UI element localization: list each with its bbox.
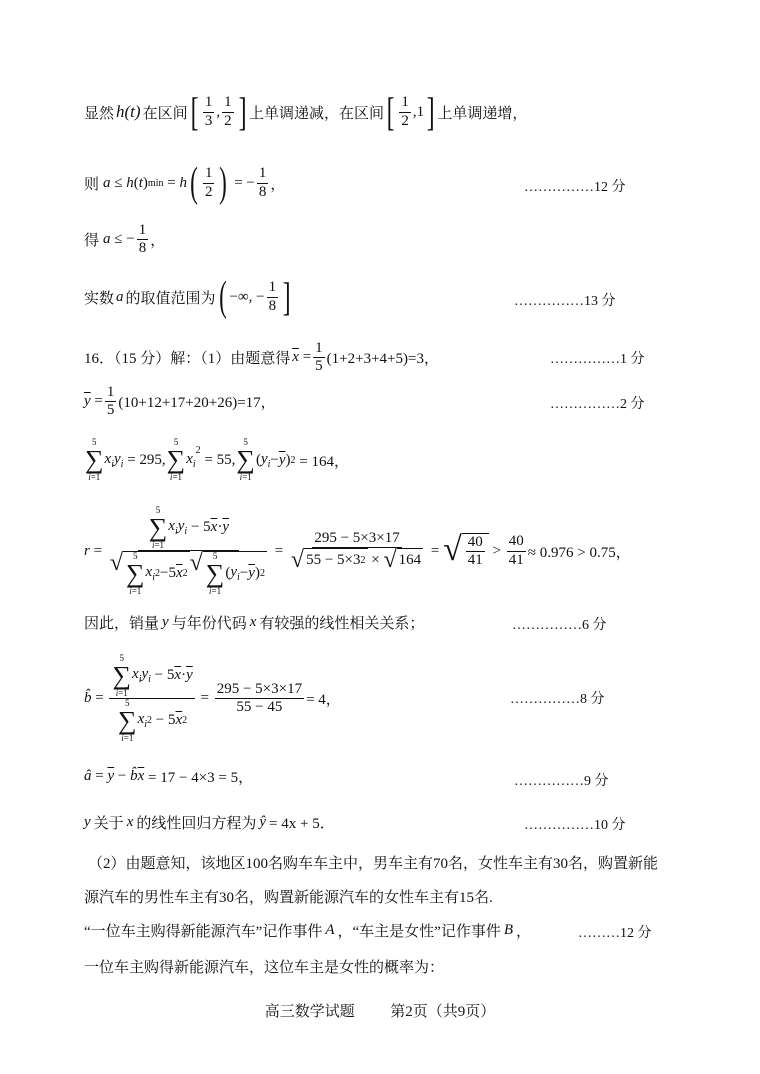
part2-line2	[84, 886, 493, 907]
part2-line4	[84, 956, 444, 977]
text: ≈ 0.976 > 0.75，	[527, 544, 631, 561]
text: 的线性回归方程为	[136, 816, 257, 832]
text: （2）由题意知，该地区100名购车车主中，男车主有70名，女性车主有30名，购置新能	[88, 856, 659, 872]
footer-page-number: 第2页（共9页）	[390, 1004, 496, 1020]
text: ，“车主是女性”记作事件	[337, 924, 501, 940]
bracket: [	[386, 89, 395, 134]
score-mark-2: ……………2 分	[550, 397, 645, 412]
text: 有较强的线性相关关系；	[259, 616, 425, 632]
text: 关于	[93, 816, 124, 832]
line-a-le-hmin: 则 a ≤ h ( t ) min = h ( $\frac{1}{2}$ ) = − $\frac{1}{8}$ ，	[84, 160, 286, 206]
text: ，	[150, 233, 166, 250]
line-a-result: 得 a ≤ − $\frac{1}{8}$ ，	[84, 222, 166, 257]
text: 则	[84, 176, 100, 193]
math-h-t: h(t)	[116, 102, 141, 121]
text: ，	[516, 924, 532, 940]
score-mark-6: ……………6 分	[512, 618, 607, 633]
text: ，	[270, 176, 286, 193]
conclusion-correlation: 因此，销量 y 与年份代码 x 有较强的线性相关关系；	[84, 614, 425, 632]
footer-title: 高三数学试题	[264, 1004, 355, 1020]
text: = 4，	[306, 692, 341, 708]
text: 源汽车的男性车主有30名，购置新能源汽车的女性车主有15名.	[84, 890, 493, 906]
text: 得	[84, 233, 100, 250]
intercept-a-hat: â = $\overline{y}$ − b̂ $\overline{x}$ = 17 − 4×3 = 5，	[84, 768, 254, 786]
bracket: [	[190, 89, 199, 134]
text: “一位车主购得新能源汽车”记作事件	[84, 924, 323, 940]
text: 在区间	[142, 105, 188, 122]
text: 上单调递增，	[437, 105, 528, 122]
text: 上单调递减，在区间	[248, 105, 384, 122]
text: 16．（15 分）解：（1）由题意得	[84, 351, 291, 368]
bracket: ]	[238, 89, 247, 134]
fraction: $\frac{1}{2}$	[224, 94, 232, 129]
text: = 17 − 4×3 = 5，	[148, 770, 254, 786]
text: 显然	[84, 105, 115, 122]
score-mark-1: ……………1 分	[550, 352, 645, 367]
regression-equation: y 关于 x 的线性回归方程为 ŷ = 4x + 5．	[84, 814, 335, 832]
score-mark-9: ……………9 分	[514, 774, 609, 789]
part2-line3: “一位车主购得新能源汽车”记作事件 A ，“车主是女性”记作事件 B ，	[84, 922, 532, 940]
text: = 4x + 5．	[269, 816, 335, 832]
text: 实数	[84, 290, 115, 307]
text: (10+12+17+20+26)=17，	[118, 395, 276, 412]
part2-line1	[88, 852, 658, 873]
line-range: 实数 a 的取值范围为 ( −∞, − $\frac{1}{8}$ ]	[84, 274, 291, 320]
slope-b-hat: b̂ = 5 ∑ i=1 $x_iy_i$ − 5 $\overline{x}$ · $\overline{y}$ 5 ∑ i=1 $x_i$ 2 − 5 $\overline{x}$ 2 = $\frac{295 - 5\times 3\times 17}{55 - 45}$ = 4，	[84, 653, 341, 743]
line-monotonic: 显然 h(t) 在区间 [ $\frac{1}{3}$ , $\frac{1}{2}$ ] 上单调递减，在区间 [ $\frac{1}{2}$ ,1 ] 上单调递增，	[84, 89, 528, 134]
score-mark-8: ……………8 分	[510, 692, 605, 707]
page-footer	[0, 1000, 760, 1021]
fraction: $\frac{1}{2}$	[401, 94, 409, 129]
mean-y: $\overline{y}$ = $\frac{1}{5}$ (10+12+17+20+26)=17，	[84, 384, 276, 419]
text: 一位车主购得新能源汽车，这位车主是女性的概率为：	[84, 960, 445, 976]
score-mark-10: ……………10 分	[524, 818, 626, 833]
bracket: ]	[426, 89, 435, 134]
correlation-r: r = 5 ∑ i=1 $x_iy_i$ − 5 $\overline{x}$ · $\overline{y}$ √ 5 ∑ i=1 $x_i$ 2 −5 $\overline{x}$ 2 √ 5 ∑ i=1 ( $y_i$ − $\overline{y}$ ) 2 = 295 − 5×3×17 √ 55 − 5×3 2 × √ 164 = √ $\frac{40}{41}$ > $\frac{40}{41}$ ≈ 0.976 > 0.75，	[84, 505, 631, 596]
score-mark-12: ……………12 分	[524, 180, 626, 195]
text: 因此，销量	[84, 616, 160, 632]
q16-mean-x: 16．（15 分）解：（1）由题意得 $\overline{x}$ = $\frac{1}{5}$ (1+2+3+4+5)=3，	[84, 340, 439, 375]
score-mark-12b: ………12 分	[578, 926, 652, 941]
text: 的取值范围为	[125, 290, 216, 307]
fraction: $\frac{1}{3}$	[204, 94, 213, 129]
score-mark-13: ……………13 分	[514, 294, 616, 309]
text: 与年份代码	[171, 616, 247, 632]
sums: 5 ∑ i=1 $x_iy_i$ = 295, 5 ∑ i=1 $x_i$ $^2$ = 55, 5 ∑ i=1 ( $y_i$ − $\overline{y}$ ) 2 = 164，	[85, 437, 349, 482]
text: (1+2+3+4+5)=3，	[326, 351, 439, 368]
